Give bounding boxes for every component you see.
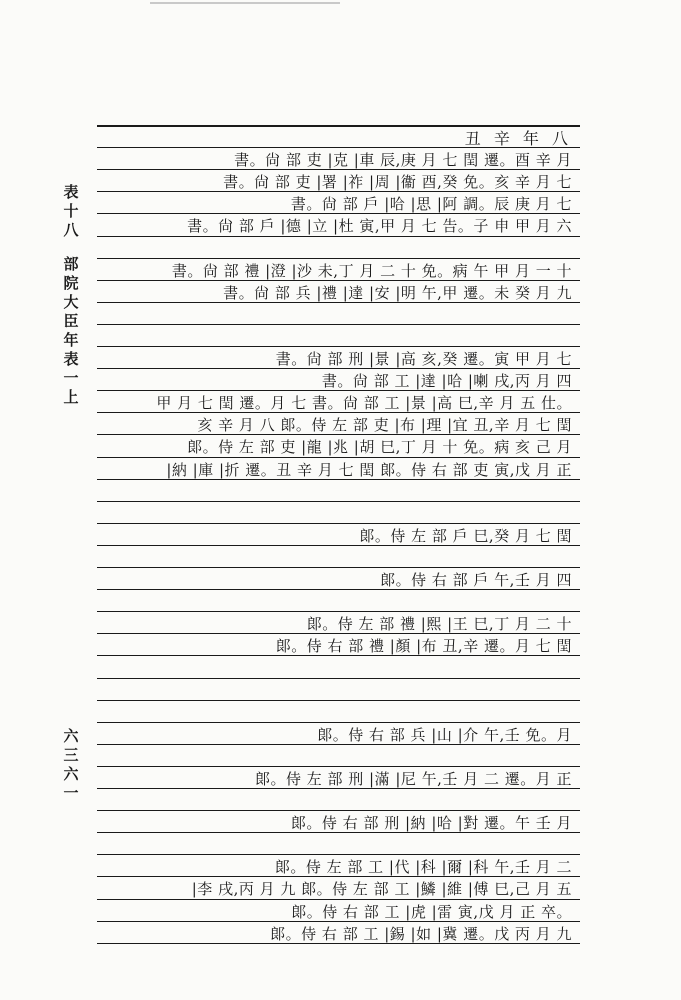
row-text: 郞。侍 右 部 刑 |納 |哈 |對 遷。午 壬 月 bbox=[290, 814, 572, 833]
table-row bbox=[97, 147, 580, 170]
table-row bbox=[97, 722, 580, 745]
row-text: 郞。侍 右 部 工 |錫 |如 |冀 遷。戊 丙 月 九 bbox=[270, 924, 572, 943]
table-row bbox=[97, 788, 580, 811]
table-row bbox=[97, 766, 580, 789]
row-text: 書。尙 部 戶 |德 |立 |杜 寅,甲 月 七 告。子 申 甲 月 六 bbox=[187, 217, 572, 236]
table-row bbox=[97, 899, 580, 922]
row-text: 丑 辛 年 八 bbox=[464, 129, 572, 148]
table-row bbox=[97, 324, 580, 347]
scan-edge-line bbox=[150, 2, 340, 4]
table-row bbox=[97, 191, 580, 214]
margin-title-char: 十 bbox=[63, 202, 79, 220]
row-text: |李 戌,丙 月 九 郞。侍 左 部 工 |鱗 |維 |傅 巳,己 月 五 bbox=[191, 880, 572, 899]
table-row bbox=[97, 390, 580, 413]
margin-title-char: 一 bbox=[63, 369, 79, 387]
table-row bbox=[97, 213, 580, 236]
page-number-char: 三 bbox=[63, 746, 79, 764]
page-number bbox=[60, 727, 82, 803]
table-row bbox=[97, 655, 580, 678]
margin-title-char: 臣 bbox=[63, 312, 79, 330]
table-row bbox=[97, 611, 580, 634]
table-row bbox=[97, 567, 580, 590]
row-text: 亥 辛 月 八 郞。侍 左 部 吏 |布 |理 |宜 丑,辛 月 七 閏 bbox=[197, 416, 572, 435]
row-text: |納 |庫 |折 遷。丑 辛 月 七 閏 郞。侍 右 部 吏 寅,戊 月 正 bbox=[166, 460, 572, 479]
row-text: 書。尙 部 戶 |哈 |思 |阿 調。辰 庚 月 七 bbox=[290, 195, 572, 214]
table-bottom-rule bbox=[97, 943, 580, 944]
row-text: 書。尙 部 工 |達 |哈 |喇 戌,丙 月 四 bbox=[321, 372, 572, 391]
row-text: 郞。侍 右 部 工 |虎 |雷 寅,戊 月 正 卒。 bbox=[291, 902, 572, 921]
margin-title-char: 上 bbox=[63, 388, 79, 406]
table-row bbox=[97, 876, 580, 899]
table-row bbox=[97, 700, 580, 723]
table-row bbox=[97, 346, 580, 369]
margin-title-char: 大 bbox=[63, 293, 79, 311]
table-row bbox=[97, 633, 580, 656]
row-text: 郞。侍 左 部 戶 巳,癸 月 七 閏 bbox=[359, 526, 572, 545]
table-row bbox=[97, 236, 580, 259]
margin-title-char: 表 bbox=[63, 350, 79, 368]
margin-title-char: 院 bbox=[63, 274, 79, 292]
row-text: 甲 月 七 閏 遷。月 七 書。尙 部 工 |景 |高 巳,辛 月 五 仕。 bbox=[156, 394, 572, 413]
margin-title bbox=[60, 183, 82, 407]
row-text: 書。尙 部 禮 |澄 |沙 未,丁 月 二 十 免。病 午 甲 月 一 十 bbox=[171, 261, 572, 280]
table-row bbox=[97, 412, 580, 435]
margin-title-char: 八 bbox=[63, 221, 79, 239]
row-text: 書。尙 部 兵 |禮 |達 |安 |明 午,甲 遷。未 癸 月 九 bbox=[223, 283, 572, 302]
row-text: 郞。侍 右 部 兵 |山 |介 午,壬 免。月 bbox=[317, 725, 572, 744]
row-text: 書。尙 部 吏 |克 |車 辰,庚 月 七 閏 遷。酉 辛 月 bbox=[234, 151, 572, 170]
table-row bbox=[97, 545, 580, 568]
row-text: 郞。侍 左 部 工 |代 |科 |爾 |科 午,壬 月 二 bbox=[274, 858, 572, 877]
table-row bbox=[97, 258, 580, 281]
table-row bbox=[97, 921, 580, 944]
margin-title-char bbox=[60, 240, 82, 255]
row-text: 郞。侍 左 部 刑 |滿 |尼 午,壬 月 二 遷。月 正 bbox=[254, 769, 572, 788]
table-row bbox=[97, 280, 580, 303]
page-number-char: 一 bbox=[63, 784, 79, 802]
table-row bbox=[97, 854, 580, 877]
table-row bbox=[97, 744, 580, 767]
row-text: 郞。侍 左 部 禮 |熙 |王 巳,丁 月 二 十 bbox=[306, 615, 572, 634]
margin-title-char: 年 bbox=[63, 331, 79, 349]
table-header-row bbox=[97, 125, 580, 149]
table-row bbox=[97, 832, 580, 855]
table-row bbox=[97, 169, 580, 192]
table-row bbox=[97, 589, 580, 612]
table-row bbox=[97, 479, 580, 502]
table-row bbox=[97, 434, 580, 457]
table-row bbox=[97, 523, 580, 546]
row-text: 書。尙 部 吏 |署 |祚 |周 |衞 酉,癸 免。亥 辛 月 七 bbox=[223, 173, 572, 192]
page-number-char: 六 bbox=[63, 765, 79, 783]
table-row bbox=[97, 368, 580, 391]
row-text: 郞。侍 右 部 禮 |顏 |布 丑,辛 遷。月 七 閏 bbox=[275, 637, 572, 656]
table-row bbox=[97, 678, 580, 701]
row-text: 郞。侍 右 部 戶 午,壬 月 四 bbox=[380, 571, 572, 589]
margin-title-char: 表 bbox=[63, 183, 79, 201]
table-row bbox=[97, 810, 580, 833]
row-text: 書。尙 部 刑 |景 |高 亥,癸 遷。寅 甲 月 七 bbox=[275, 350, 572, 368]
table-row bbox=[97, 302, 580, 325]
margin-title-char: 部 bbox=[63, 255, 79, 273]
page-number-char: 六 bbox=[63, 727, 79, 745]
table-row bbox=[97, 501, 580, 524]
row-text: 郞。侍 左 部 吏 |龍 |兆 |胡 巳,丁 月 十 免。病 亥 己 月 bbox=[187, 438, 572, 457]
table-row bbox=[97, 457, 580, 480]
